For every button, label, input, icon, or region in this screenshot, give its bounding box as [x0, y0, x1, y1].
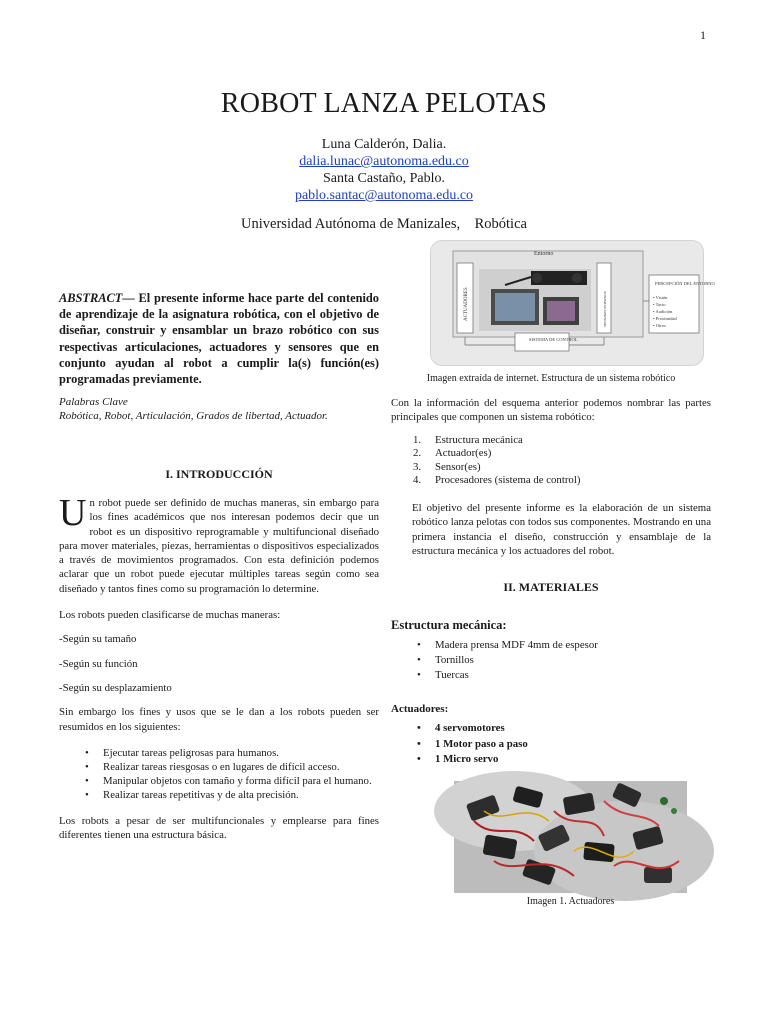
list-item: • Tornillos: [417, 654, 474, 666]
uses-list: [59, 746, 379, 802]
bullet-icon: •: [417, 753, 421, 765]
list-item: • Ejecutar tareas peligrosas para humanos.: [85, 746, 279, 759]
bullet-icon: •: [417, 722, 421, 734]
author-email-2[interactable]: pablo.santac@autonoma.edu.co: [294, 188, 474, 203]
intro-closing: Los robots a pesar de ser multifuncionales y emplearse para fines diferentes tienen una estructura básica.: [59, 814, 379, 842]
diagram-perception-item: • Proximidad: [653, 316, 677, 321]
parts-list: [391, 434, 711, 488]
diagram-perception-item: • Tacto: [653, 302, 666, 307]
paper-title: ROBOT LANZA PELOTAS: [220, 88, 548, 119]
bullet-icon: •: [417, 654, 421, 666]
keywords-text: Robótica, Robot, Articulación, Grados de libertad, Actuador.: [59, 410, 328, 422]
intro-classify: Los robots pueden clasificarse de muchas maneras:: [59, 609, 281, 622]
list-item: 1. Estructura mecánica: [413, 434, 523, 446]
abstract-text: El presente informe hace parte del contenido de aprendizaje de la asignatura robótica, con el objetivo de diseñar, construir y ensamblar un brazo robótico con sus respectivas articulaciones, actuadores y sensores que en conjunto ayudan al robot a cumplir la(s) función(es) programadas previamente.: [59, 291, 379, 387]
robot-system-diagram-svg: [431, 241, 715, 365]
bullet-icon: •: [85, 760, 89, 773]
list-item: • Tuercas: [417, 669, 469, 681]
structure-heading: Estructura mecánica:: [391, 618, 507, 632]
author-name-1: Luna Calderón, Dalia.: [321, 137, 447, 152]
intro-body: [59, 492, 379, 842]
bullet-icon: •: [417, 669, 421, 681]
actuators-photo: [454, 781, 687, 893]
abstract: [59, 290, 379, 387]
diagram-perception-title: PERCEPCIÓN DEL ENTORNO: [655, 281, 715, 286]
abstract-lead: ABSTRACT—: [59, 291, 135, 305]
list-item: • 1 Motor paso a paso: [391, 737, 711, 753]
actuators-heading: Actuadores:: [391, 703, 449, 715]
parts-intro: Con la información del esquema anterior podemos nombrar las partes principales que componen un sistema robótico:: [391, 397, 711, 424]
bullet-icon: •: [417, 639, 421, 651]
diagram-perception-item: • Visión: [653, 295, 668, 300]
page-number: 1: [700, 28, 706, 42]
objective-paragraph: El objetivo del presente informe es la elaboración de un sistema robótico lanza pelotas con todos sus componentes. Mostrando en una primera instancia el diseño, construcción y ensamblaje de la estructura mecánica y los actuadores del robot.: [412, 502, 711, 557]
authors-block: [0, 136, 768, 204]
intro-by-function: -Según su función: [59, 657, 138, 670]
actuators-list: [391, 721, 711, 768]
diagram-control-label: SISTEMA DE CONTROL: [529, 337, 578, 342]
figure-caption-actuators: Imagen 1. Actuadores: [526, 896, 615, 907]
list-item: 3. Sensor(es): [413, 460, 481, 473]
diagram-entorno-label: Entorno: [534, 251, 554, 257]
list-item: • Madera prensa MDF 4mm de espesor: [417, 639, 598, 651]
list-item: • Realizar tareas riesgosas o en lugares de difícil acceso.: [85, 760, 340, 773]
robot-system-diagram: [430, 240, 715, 366]
affiliation: Universidad Autónoma de Manizales, Robótica: [241, 216, 527, 232]
bullet-icon: •: [417, 737, 421, 750]
intro-by-size: -Según su tamaño: [59, 633, 137, 646]
keywords-heading: Palabras Clave: [59, 396, 128, 408]
list-item: 4. Procesadores (sistema de control): [413, 474, 581, 487]
list-item: • Realizar tareas repetitivas y de alta precisión.: [85, 788, 299, 801]
intro-by-motion: -Según su desplazamiento: [59, 681, 172, 694]
diagram-perception-item: • Audición: [653, 309, 673, 314]
structure-list: [391, 638, 711, 683]
list-item: • 1 Micro servo: [391, 752, 711, 768]
figure-caption-top: Imagen extraída de internet. Estructura de un sistema robótico: [426, 373, 676, 384]
list-item: • Manipular objetos con tamaño y forma difícil para el humano.: [85, 774, 372, 787]
author-email-1[interactable]: dalia.lunac@autonoma.edu.co: [299, 154, 469, 169]
intro-first-paragraph-text: n robot puede ser definido de muchas maneras, sin embargo para los fines académicos que nos interesan podemos decir que un robot es un dispositivo reprogramable y multifuncional diseñado para mover materiales, piezas, herramientas o dispositivos especializados a través de movimientos programados. Con esta definición podemos aclarar que un robot puede ejecutar múltiples tareas según como sea diseñado y tantos fines como su programación lo determine.: [59, 497, 379, 595]
drop-cap: U: [59, 492, 87, 534]
intro-uses-intro: Sin embargo los fines y usos que se le dan a los robots pueden ser resumidos en los siguientes:: [59, 706, 379, 733]
diagram-actuators-label: ACTUADORES: [464, 287, 469, 321]
bullet-icon: •: [85, 788, 89, 801]
author-name-2: Santa Castaño, Pablo.: [322, 171, 446, 186]
section-heading-materials: II. MATERIALES: [503, 580, 599, 594]
bullet-icon: •: [85, 774, 89, 787]
diagram-perception-item: • Otros: [653, 323, 666, 328]
intro-first-paragraph: [59, 492, 379, 596]
bullet-icon: •: [85, 746, 89, 759]
list-item: • 4 servomotores: [391, 721, 711, 737]
diagram-sensors-label: SENSORES INTERNOS: [603, 291, 607, 327]
section-heading-intro: I. INTRODUCCIÓN: [165, 467, 273, 481]
list-item: 2. Actuador(es): [413, 447, 492, 460]
actuators-photo-svg: [454, 781, 687, 893]
